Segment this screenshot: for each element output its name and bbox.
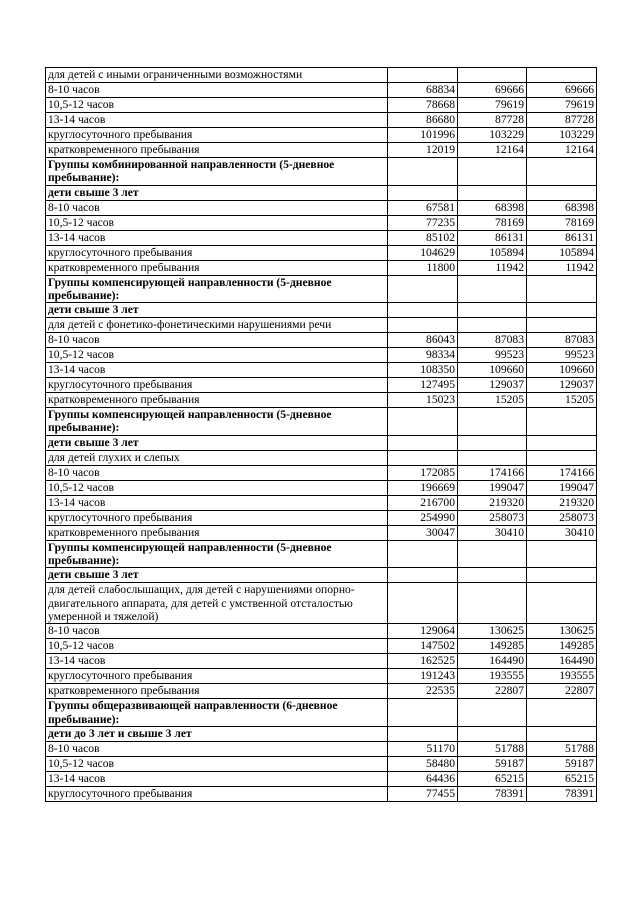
value-cell-3: 69666 <box>527 83 597 98</box>
row-label: для детей с фонетико-фонетическими нарушениями речи <box>46 318 388 333</box>
value-cell-2: 109660 <box>458 363 527 378</box>
table-row <box>46 113 597 128</box>
row-label: кратковременного пребывания <box>46 393 388 408</box>
value-cell-1: 22535 <box>388 684 458 699</box>
value-cell-1: 162525 <box>388 654 458 669</box>
value-cell-2: 193555 <box>458 669 527 684</box>
value-cell-2 <box>458 68 527 83</box>
row-label: 13-14 часов <box>46 113 388 128</box>
value-cell-1: 216700 <box>388 495 458 510</box>
value-cell-3: 219320 <box>527 495 597 510</box>
value-cell-2: 105894 <box>458 245 527 260</box>
value-cell-3: 59187 <box>527 756 597 771</box>
section-heading-row <box>46 699 597 727</box>
value-cell-3 <box>527 450 597 465</box>
value-cell-2 <box>458 435 527 450</box>
value-cell-2 <box>458 583 527 624</box>
value-cell-2: 87083 <box>458 333 527 348</box>
value-cell-1: 11800 <box>388 260 458 275</box>
value-cell-3: 103229 <box>527 128 597 143</box>
value-cell-3: 174166 <box>527 465 597 480</box>
section-heading-row <box>46 726 597 741</box>
value-cell-3 <box>527 540 597 568</box>
value-cell-3 <box>527 583 597 624</box>
row-label: для детей слабослышащих, для детей с нарушениями опорно-двигательного аппарата, для детей с умственной отсталостью умеренной и тяжелой) <box>46 583 388 624</box>
value-cell-2 <box>458 540 527 568</box>
value-cell-3: 11942 <box>527 260 597 275</box>
table-row <box>46 480 597 495</box>
table-row <box>46 684 597 699</box>
value-cell-2 <box>458 158 527 186</box>
section-heading: Группы комбинированной направленности (5-дневное пребывание): <box>46 158 388 186</box>
row-label: круглосуточного пребывания <box>46 786 388 801</box>
section-heading: дети свыше 3 лет <box>46 185 388 200</box>
value-cell-1 <box>388 185 458 200</box>
section-heading-row <box>46 568 597 583</box>
value-cell-1: 77235 <box>388 215 458 230</box>
value-cell-1: 64436 <box>388 771 458 786</box>
section-heading: Группы компенсирующей направленности (5-дневное пребывание): <box>46 540 388 568</box>
table-row <box>46 215 597 230</box>
table-row <box>46 245 597 260</box>
value-cell-1: 172085 <box>388 465 458 480</box>
value-cell-2: 99523 <box>458 348 527 363</box>
value-cell-2: 15205 <box>458 393 527 408</box>
value-cell-1: 30047 <box>388 525 458 540</box>
value-cell-2: 219320 <box>458 495 527 510</box>
value-cell-3: 164490 <box>527 654 597 669</box>
value-cell-3: 199047 <box>527 480 597 495</box>
value-cell-1: 127495 <box>388 378 458 393</box>
section-heading-row <box>46 408 597 436</box>
value-cell-2: 30410 <box>458 525 527 540</box>
section-heading: Группы компенсирующей направленности (5-дневное пребывание): <box>46 275 388 303</box>
value-cell-1 <box>388 408 458 436</box>
table-row <box>46 83 597 98</box>
value-cell-3: 78391 <box>527 786 597 801</box>
section-heading: дети до 3 лет и свыше 3 лет <box>46 726 388 741</box>
row-label: кратковременного пребывания <box>46 260 388 275</box>
value-cell-3: 30410 <box>527 525 597 540</box>
section-heading-row <box>46 158 597 186</box>
row-label: для детей с иными ограниченными возможностями <box>46 68 388 83</box>
value-cell-1: 254990 <box>388 510 458 525</box>
table-row <box>46 260 597 275</box>
value-cell-3 <box>527 68 597 83</box>
value-cell-2: 79619 <box>458 98 527 113</box>
table-row <box>46 465 597 480</box>
value-cell-1 <box>388 435 458 450</box>
value-cell-3: 65215 <box>527 771 597 786</box>
value-cell-3: 12164 <box>527 143 597 158</box>
table-row <box>46 333 597 348</box>
value-cell-3: 129037 <box>527 378 597 393</box>
value-cell-2: 12164 <box>458 143 527 158</box>
table-row <box>46 525 597 540</box>
subgroup-row <box>46 68 597 83</box>
value-cell-3 <box>527 568 597 583</box>
value-cell-1: 77455 <box>388 786 458 801</box>
row-label: 8-10 часов <box>46 741 388 756</box>
value-cell-3 <box>527 726 597 741</box>
value-cell-1: 12019 <box>388 143 458 158</box>
value-cell-3: 99523 <box>527 348 597 363</box>
value-cell-1 <box>388 540 458 568</box>
row-label: 8-10 часов <box>46 465 388 480</box>
value-cell-1: 191243 <box>388 669 458 684</box>
value-cell-3: 87728 <box>527 113 597 128</box>
row-label: круглосуточного пребывания <box>46 128 388 143</box>
row-label: 13-14 часов <box>46 771 388 786</box>
row-label: кратковременного пребывания <box>46 684 388 699</box>
value-cell-1 <box>388 450 458 465</box>
value-cell-1: 15023 <box>388 393 458 408</box>
row-label: 10,5-12 часов <box>46 348 388 363</box>
row-label: 13-14 часов <box>46 230 388 245</box>
value-cell-2: 59187 <box>458 756 527 771</box>
value-cell-1: 129064 <box>388 624 458 639</box>
value-cell-3: 130625 <box>527 624 597 639</box>
value-cell-3: 86131 <box>527 230 597 245</box>
value-cell-2: 130625 <box>458 624 527 639</box>
subgroup-row <box>46 450 597 465</box>
value-cell-2: 78169 <box>458 215 527 230</box>
value-cell-1: 85102 <box>388 230 458 245</box>
section-heading: дети свыше 3 лет <box>46 568 388 583</box>
row-label: 13-14 часов <box>46 495 388 510</box>
row-label: круглосуточного пребывания <box>46 378 388 393</box>
value-cell-1: 98334 <box>388 348 458 363</box>
subgroup-row <box>46 318 597 333</box>
row-label: 10,5-12 часов <box>46 639 388 654</box>
section-heading-row <box>46 435 597 450</box>
value-cell-1: 67581 <box>388 200 458 215</box>
section-heading: дети свыше 3 лет <box>46 303 388 318</box>
table-row <box>46 771 597 786</box>
value-cell-2: 174166 <box>458 465 527 480</box>
row-label: 8-10 часов <box>46 200 388 215</box>
row-label: 10,5-12 часов <box>46 480 388 495</box>
row-label: кратковременного пребывания <box>46 525 388 540</box>
row-label: 10,5-12 часов <box>46 756 388 771</box>
value-cell-2: 22807 <box>458 684 527 699</box>
value-cell-1: 196669 <box>388 480 458 495</box>
table-row <box>46 510 597 525</box>
value-cell-2 <box>458 275 527 303</box>
table-row <box>46 128 597 143</box>
value-cell-1 <box>388 699 458 727</box>
value-cell-3 <box>527 408 597 436</box>
section-heading-row <box>46 540 597 568</box>
value-cell-2: 65215 <box>458 771 527 786</box>
tariff-table-body <box>46 68 597 802</box>
table-row <box>46 230 597 245</box>
table-row <box>46 495 597 510</box>
value-cell-2: 86131 <box>458 230 527 245</box>
value-cell-1 <box>388 275 458 303</box>
table-row <box>46 363 597 378</box>
value-cell-3 <box>527 275 597 303</box>
value-cell-2 <box>458 318 527 333</box>
table-row <box>46 741 597 756</box>
value-cell-3 <box>527 185 597 200</box>
row-label: круглосуточного пребывания <box>46 510 388 525</box>
table-row <box>46 624 597 639</box>
value-cell-2: 51788 <box>458 741 527 756</box>
section-heading-row <box>46 303 597 318</box>
table-row <box>46 639 597 654</box>
row-label: для детей глухих и слепых <box>46 450 388 465</box>
value-cell-3 <box>527 699 597 727</box>
value-cell-1 <box>388 68 458 83</box>
value-cell-2 <box>458 568 527 583</box>
value-cell-3 <box>527 158 597 186</box>
value-cell-2: 164490 <box>458 654 527 669</box>
row-label: 10,5-12 часов <box>46 98 388 113</box>
value-cell-2 <box>458 185 527 200</box>
value-cell-3: 78169 <box>527 215 597 230</box>
section-heading-row <box>46 185 597 200</box>
value-cell-3: 109660 <box>527 363 597 378</box>
value-cell-2 <box>458 699 527 727</box>
value-cell-3: 79619 <box>527 98 597 113</box>
table-row <box>46 378 597 393</box>
section-heading-row <box>46 275 597 303</box>
value-cell-2: 87728 <box>458 113 527 128</box>
value-cell-3 <box>527 435 597 450</box>
section-heading: Группы общеразвивающей направленности (6-дневное пребывание): <box>46 699 388 727</box>
value-cell-3: 68398 <box>527 200 597 215</box>
value-cell-2: 78391 <box>458 786 527 801</box>
value-cell-3: 149285 <box>527 639 597 654</box>
section-heading: Группы компенсирующей направленности (5-дневное пребывание): <box>46 408 388 436</box>
table-row <box>46 348 597 363</box>
subgroup-row <box>46 583 597 624</box>
value-cell-1 <box>388 583 458 624</box>
tariff-table <box>45 67 597 802</box>
row-label: кратковременного пребывания <box>46 143 388 158</box>
value-cell-2: 199047 <box>458 480 527 495</box>
table-row <box>46 756 597 771</box>
value-cell-1 <box>388 726 458 741</box>
table-row <box>46 669 597 684</box>
table-row <box>46 143 597 158</box>
value-cell-2: 68398 <box>458 200 527 215</box>
value-cell-3: 87083 <box>527 333 597 348</box>
value-cell-3: 193555 <box>527 669 597 684</box>
value-cell-2 <box>458 408 527 436</box>
value-cell-1: 58480 <box>388 756 458 771</box>
value-cell-2: 11942 <box>458 260 527 275</box>
row-label: 13-14 часов <box>46 363 388 378</box>
value-cell-1: 108350 <box>388 363 458 378</box>
value-cell-1: 86680 <box>388 113 458 128</box>
value-cell-3: 258073 <box>527 510 597 525</box>
value-cell-1 <box>388 568 458 583</box>
table-row <box>46 98 597 113</box>
value-cell-3: 15205 <box>527 393 597 408</box>
row-label: 13-14 часов <box>46 654 388 669</box>
value-cell-2: 129037 <box>458 378 527 393</box>
value-cell-3 <box>527 318 597 333</box>
value-cell-2: 69666 <box>458 83 527 98</box>
row-label: 8-10 часов <box>46 333 388 348</box>
value-cell-1: 147502 <box>388 639 458 654</box>
value-cell-1: 101996 <box>388 128 458 143</box>
value-cell-3 <box>527 303 597 318</box>
value-cell-2 <box>458 726 527 741</box>
value-cell-1 <box>388 158 458 186</box>
value-cell-1: 104629 <box>388 245 458 260</box>
value-cell-1: 78668 <box>388 98 458 113</box>
row-label: 8-10 часов <box>46 83 388 98</box>
value-cell-1: 51170 <box>388 741 458 756</box>
value-cell-1: 86043 <box>388 333 458 348</box>
value-cell-2: 103229 <box>458 128 527 143</box>
row-label: круглосуточного пребывания <box>46 245 388 260</box>
value-cell-2: 149285 <box>458 639 527 654</box>
table-row <box>46 200 597 215</box>
table-row <box>46 393 597 408</box>
value-cell-3: 22807 <box>527 684 597 699</box>
table-row <box>46 786 597 801</box>
value-cell-2 <box>458 450 527 465</box>
row-label: круглосуточного пребывания <box>46 669 388 684</box>
row-label: 8-10 часов <box>46 624 388 639</box>
value-cell-1: 68834 <box>388 83 458 98</box>
value-cell-2: 258073 <box>458 510 527 525</box>
row-label: 10,5-12 часов <box>46 215 388 230</box>
section-heading: дети свыше 3 лет <box>46 435 388 450</box>
value-cell-3: 105894 <box>527 245 597 260</box>
value-cell-1 <box>388 303 458 318</box>
value-cell-2 <box>458 303 527 318</box>
table-row <box>46 654 597 669</box>
value-cell-1 <box>388 318 458 333</box>
value-cell-3: 51788 <box>527 741 597 756</box>
